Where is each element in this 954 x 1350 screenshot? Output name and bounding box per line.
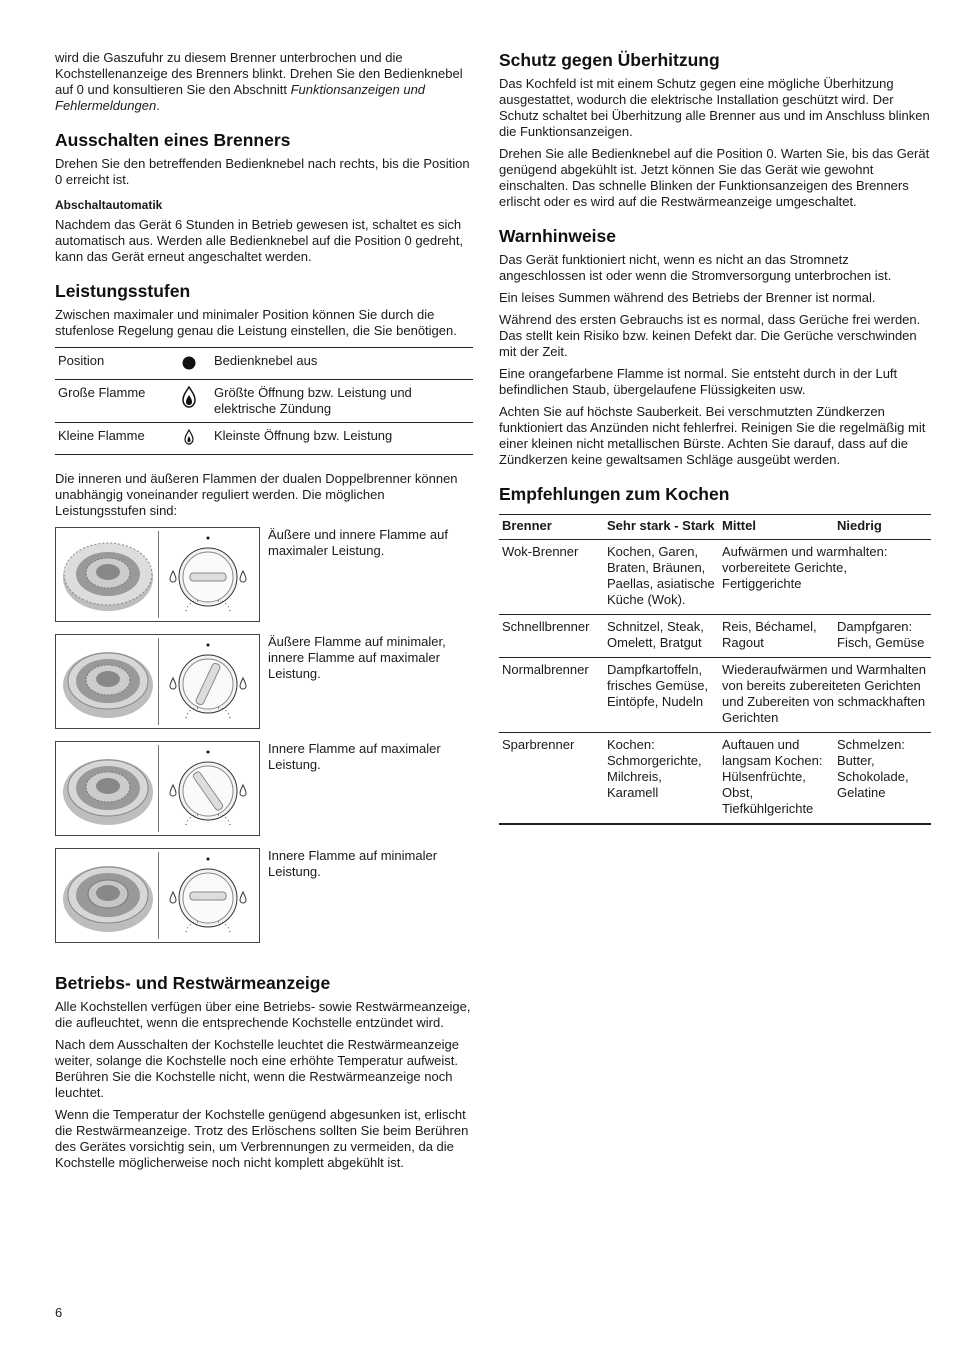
ausschalten-text: Drehen Sie den betreffenden Bedienknebel nach rechts, bis die Position 0 erreicht ist. [55, 156, 470, 187]
knob-illustration [160, 531, 256, 618]
row-name: Große Flamme [55, 380, 167, 423]
table-cell: Reis, Béchamel, Ragout [719, 615, 834, 658]
table-cell: Auftauen und langsam Kochen: Hülsenfrüchte, Obst, Tiefkühlgerichte [719, 733, 834, 825]
table-cell: Schnellbrenner [499, 615, 604, 658]
table-cell: Schnitzel, Steak, Omelett, Bratgut [604, 615, 719, 658]
heading-leistungsstufen: Leistungsstufen [55, 281, 191, 301]
table-row [55, 423, 473, 455]
row-desc: Größte Öffnung bzw. Leistung und elektrische Zündung [211, 380, 473, 423]
heading-abschaltautomatik: Abschaltautomatik [55, 198, 163, 212]
table-cell: Kochen: Schmorgerichte, Milchreis, Karamell [604, 733, 719, 825]
intro-text: wird die Gaszufuhr zu diesem Brenner unterbrochen und die Kochstellenanzeige des Brenners blinkt. Drehen Sie den Bedienknebel auf 0 und konsultieren Sie den Abschnitt [55, 50, 463, 97]
burner-knob-illustration [55, 634, 260, 729]
diagram-item [55, 634, 473, 741]
knob-illustration [160, 638, 256, 725]
heading-empfehlungen: Empfehlungen zum Kochen [499, 484, 730, 504]
column-header: Niedrig [834, 515, 931, 540]
small-flame-icon [167, 423, 211, 455]
schutz-p2: Drehen Sie alle Bedienknebel auf die Position 0. Warten Sie, bis das Gerät genügend abgekühlt ist. Jetzt können Sie das Gerät wie gewohnt einschalten. Das schnelle Blinken der Funktionsanzeigen des Brenners erlischt oder es wird auf die Restwärmeanzeige umgeschaltet. [499, 146, 930, 209]
table-row [499, 615, 931, 658]
leistungsstufen-text: Zwischen maximaler und minimaler Position können Sie durch die stufenlose Regelung genau die Leistung einstellen, die Sie benötigen. [55, 307, 457, 338]
right-column [499, 50, 931, 825]
table-row [55, 380, 473, 423]
betrieb-p2: Nach dem Ausschalten der Kochstelle leuchtet die Restwärmeanzeige weiter, solange die Kochstelle noch eine erhöhte Temperatur aufweist. Berühren Sie die Kochstelle nicht, wenn die Restwärmeanzeige noch leuchtet. [55, 1037, 459, 1100]
intro-paragraph [55, 50, 473, 114]
column-header: Sehr stark - Stark [604, 515, 719, 540]
filled-dot-icon [167, 348, 211, 380]
burner-illustration [59, 745, 159, 832]
left-column [55, 50, 473, 1177]
table-cell: Dampfkartoffeln, frisches Gemüse, Eintöpfe, Nudeln [604, 658, 719, 733]
table-cell: Dampfgaren: Fisch, Gemüse [834, 615, 931, 658]
diagram-item [55, 527, 473, 634]
burner-knob-illustration [55, 741, 260, 836]
warn-p2: Ein leises Summen während des Betriebs der Brenner ist normal. [499, 290, 876, 305]
table-cell: Wiederaufwärmen und Warmhalten von bereits zubereiteten Gerichten und Zubereiten von schmackhaften Gerichten [719, 658, 931, 733]
warn-p1: Das Gerät funktioniert nicht, wenn es nicht an das Stromnetz angeschlossen ist oder wenn die Stromversorgung unterbrochen ist. [499, 252, 892, 283]
burner-knob-illustration [55, 848, 260, 943]
table-cell: Schmelzen: Butter, Schokolade, Gelatine [834, 733, 931, 825]
table-cell: Aufwärmen und warmhalten: vorbereitete Gerichte, Fertiggerichte [719, 540, 931, 615]
burner-illustration [59, 531, 159, 618]
diagram-item [55, 848, 473, 955]
row-desc: Kleinste Öffnung bzw. Leistung [211, 423, 473, 455]
diagram-caption: Innere Flamme auf minimaler Leistung. [268, 848, 438, 879]
burner-knob-illustration [55, 527, 260, 622]
betrieb-p3: Wenn die Temperatur der Kochstelle genügend abgesunken ist, erlischt die Restwärmeanzeige. Trotz des Erlöschens sollten Sie beim Berühren des Gerätes vorsichtig sein, um Verbrennungen zu vermeiden, da die Kochstelle möglicherweise noch nicht komplett abgekühlt ist. [55, 1107, 469, 1170]
table-cell: Wok-Brenner [499, 540, 604, 615]
warn-p4: Eine orangefarbene Flamme ist normal. Sie entsteht durch in der Luft befindlichen Staub, übergelaufene Flüssigkeiten usw. [499, 366, 898, 397]
table-row [55, 348, 473, 380]
abschaltautomatik-text: Nachdem das Gerät 6 Stunden in Betrieb gewesen ist, schaltet es sich automatisch aus. Werden alle Bedienknebel auf die Position 0 gedreht, kann das Gerät erneut angeschaltet werden. [55, 217, 464, 264]
schutz-p1: Das Kochfeld ist mit einem Schutz gegen eine mögliche Überhitzung ausgestattet, wodurch die elektrische Installation geschützt wird. Der Schutz schaltet bei Überhitzung alle Brenner aus und im Anschluss blinken die Funktionsanzeigen. [499, 76, 930, 139]
diagram-item [55, 741, 473, 848]
column-header: Brenner [499, 515, 604, 540]
diagram-caption: Äußere und innere Flamme auf maximaler Leistung. [268, 527, 448, 558]
column-header: Mittel [719, 515, 834, 540]
table-row [499, 540, 931, 615]
table-cell: Sparbrenner [499, 733, 604, 825]
warn-p5: Achten Sie auf höchste Sauberkeit. Bei verschmutzten Zündkerzen funktioniert das Anzünden nicht fehlerfrei. Reinigen Sie die regelmäßig mit einer kleinen nicht metallischen Bürste. Achten Sie darauf, dass auf die Zündkerzen keine gewaltsamen Schläge ausgeübt werden. [499, 404, 926, 467]
diagram-caption: Innere Flamme auf maximaler Leistung. [268, 741, 441, 772]
leistungsstufen-table [55, 347, 473, 455]
doppelbrenner-text: Die inneren und äußeren Flammen der dualen Doppelbrenner können unabhängig voneinander reguliert werden. Die möglichen Leistungsstufen sind: [55, 471, 458, 518]
table-row [499, 733, 931, 825]
heading-betriebsanzeige: Betriebs- und Restwärmeanzeige [55, 973, 331, 993]
intro-reference: Funktionsanzeigen und Fehlermeldungen [55, 82, 426, 113]
burner-illustration [59, 638, 159, 725]
row-name: Position [55, 348, 167, 380]
knob-illustration [160, 852, 256, 939]
heading-ausschalten: Ausschalten eines Brenners [55, 130, 291, 150]
burner-illustration [59, 852, 159, 939]
diagram-caption: Äußere Flamme auf minimaler, innere Flamme auf maximaler Leistung. [268, 634, 446, 681]
page-number: 6 [55, 1305, 63, 1320]
diagram-list [55, 527, 473, 955]
betrieb-p1: Alle Kochstellen verfügen über eine Betriebs- sowie Restwärmeanzeige, die aufleuchtet, wenn die entsprechende Kochstelle entzündet wird. [55, 999, 471, 1030]
intro-end: . [156, 98, 160, 113]
table-row [499, 658, 931, 733]
warn-p3: Während des ersten Gebrauchs ist es normal, dass Gerüche frei werden. Das stellt kein Risiko bzw. keinen Defekt dar. Die Gerüche verschwinden mit der Zeit. [499, 312, 921, 359]
large-flame-icon [167, 380, 211, 423]
knob-illustration [160, 745, 256, 832]
table-cell: Normalbrenner [499, 658, 604, 733]
row-name: Kleine Flamme [55, 423, 167, 455]
heading-warnhinweise: Warnhinweise [499, 226, 617, 246]
heading-schutz: Schutz gegen Überhitzung [499, 50, 720, 70]
table-header-row [499, 515, 931, 540]
row-desc: Bedienknebel aus [211, 348, 473, 380]
table-cell: Kochen, Garen, Braten, Bräunen, Paellas, asiatische Küche (Wok). [604, 540, 719, 615]
empfehlungen-table [499, 514, 931, 825]
